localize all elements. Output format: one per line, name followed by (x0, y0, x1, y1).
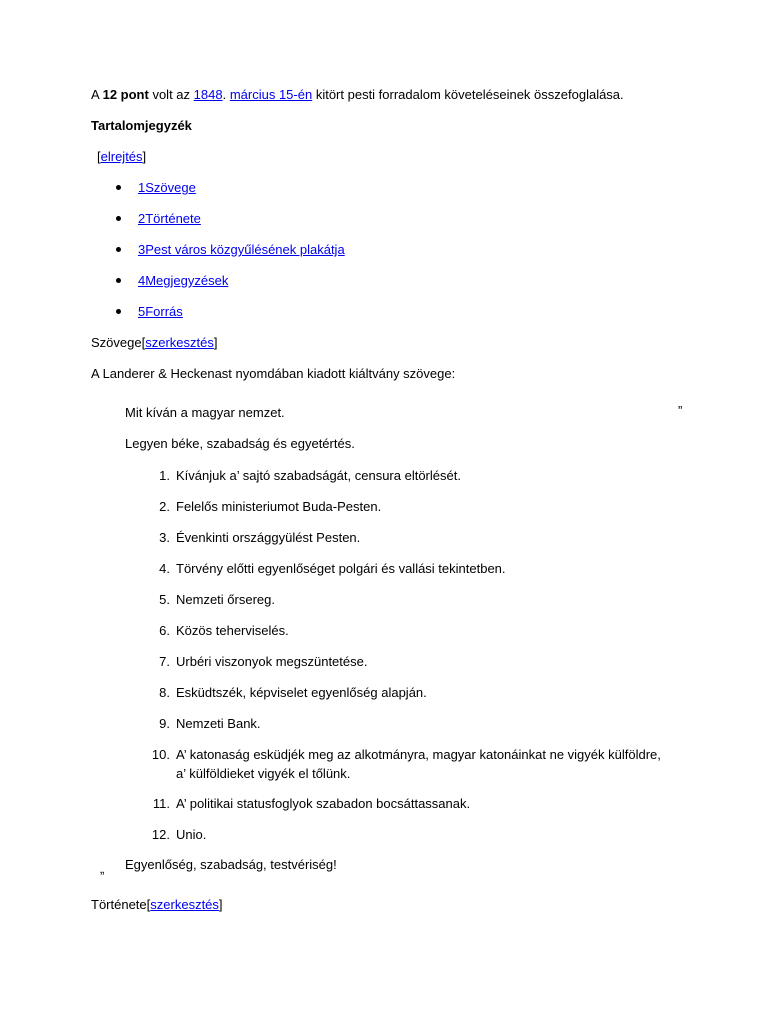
toc-item-tortenete[interactable]: 2Története (138, 211, 201, 226)
list-item-number: 2. (159, 499, 170, 514)
list-item-number: 1. (159, 468, 170, 483)
list-item-number: 4. (159, 561, 170, 576)
list-item-text-line1: A’ katonaság esküdjék meg az alkotmányra, magyar katonáinkat ne vigyék külföldre, (176, 747, 661, 762)
quote-motto: Egyenlőség, szabadság, testvériség! (125, 857, 337, 872)
list-item-text (176, 745, 661, 783)
toc-hide-link[interactable]: elrejtés (100, 149, 143, 164)
list-item-number: 6. (159, 623, 170, 638)
intro-bold-term: 12 pont (102, 87, 149, 102)
link-date[interactable]: március 15-én (229, 87, 313, 102)
section-heading-text: Története (91, 897, 147, 912)
toc-item-forras[interactable]: 5Forrás (138, 304, 183, 319)
edit-bracket-open: [ (146, 897, 151, 912)
intro-text-mid: volt az (152, 87, 191, 102)
list-item-text: Unio. (176, 827, 207, 842)
list-item-text: Nemzeti őrsereg. (176, 592, 275, 607)
intro-text-rest: kitört pesti forradalom követeléseinek összefoglalása. (315, 87, 624, 102)
list-item-text: Törvény előtti egyenlőséget polgári és vallási tekintetben. (176, 561, 506, 576)
section-heading-tortenete (91, 896, 223, 913)
list-item-text: A’ politikai statusfoglyok szabadon bocsáttassanak. (176, 796, 471, 811)
toc-hide-bracket-open: [ (97, 149, 101, 164)
list-item (146, 714, 261, 733)
toc-item-megjegyzesek[interactable]: 4Megjegyzések (138, 273, 229, 288)
list-item-number: 9. (159, 716, 170, 731)
intro-paragraph (91, 86, 624, 103)
list-item (146, 559, 506, 578)
list-item-text: Felelős ministeriumot Buda-Pesten. (176, 499, 382, 514)
section-heading-szovege (91, 334, 217, 351)
section-heading-text: Szövege (91, 335, 142, 350)
list-item-number: 7. (159, 654, 170, 669)
list-item-text: Közös teherviselés. (176, 623, 289, 638)
quote-close-mark: ” (678, 403, 683, 418)
edit-bracket-close: ] (218, 897, 223, 912)
list-item-number: 5. (159, 592, 170, 607)
quote-title: Mit kíván a magyar nemzet. (125, 405, 285, 420)
list-item (146, 528, 360, 547)
toc-hide-bracket-close: ] (142, 149, 147, 164)
list-item (146, 590, 275, 609)
edit-link-szovege[interactable]: szerkesztés (145, 335, 214, 350)
toc-bullet (116, 185, 121, 190)
toc-item-szovege[interactable]: 1Szövege (138, 180, 196, 195)
toc-bullet (116, 278, 121, 283)
toc-hide-toggle (97, 148, 146, 165)
list-item-number: 3. (159, 530, 170, 545)
list-item-text: Esküdtszék, képviselet egyenlőség alapján. (176, 685, 427, 700)
list-item-number: 12. (151, 827, 170, 842)
quote-subtitle: Legyen béke, szabadság és egyetértés. (125, 436, 355, 451)
list-item (146, 794, 470, 813)
list-item-text: Kívánjuk a’ sajtó szabadságát, censura eltörlését. (176, 468, 461, 483)
list-item (146, 825, 206, 844)
list-item (146, 466, 461, 485)
list-item-text: Nemzeti Bank. (176, 716, 261, 731)
list-item (146, 652, 367, 671)
toc-item-plakat[interactable]: 3Pest város közgyűlésének plakátja (138, 242, 345, 257)
section-lead: A Landerer & Heckenast nyomdában kiadott kiáltvány szövege: (91, 366, 456, 381)
list-item-text: Évenkinti országgyülést Pesten. (176, 530, 361, 545)
edit-bracket-close: ] (213, 335, 218, 350)
list-item-text-line2: a’ külföldieket vigyék el tőlünk. (176, 766, 351, 781)
quote-open-mark: „ (100, 861, 105, 876)
edit-bracket-open: [ (141, 335, 146, 350)
list-item-number: 11. (152, 796, 170, 811)
list-item-number: 8. (159, 685, 170, 700)
list-item (146, 497, 381, 516)
link-year[interactable]: 1848 (193, 87, 223, 102)
toc-bullet (116, 216, 121, 221)
toc-title: Tartalomjegyzék (91, 118, 192, 133)
intro-text-a: A (91, 87, 99, 102)
list-item (146, 683, 427, 702)
list-item (146, 621, 289, 640)
list-item (146, 745, 661, 783)
list-item-number: 10. (151, 747, 170, 762)
list-item-text: Urbéri viszonyok megszüntetése. (176, 654, 368, 669)
edit-link-tortenete[interactable]: szerkesztés (150, 897, 219, 912)
toc-bullet (116, 247, 121, 252)
intro-dot: . (222, 87, 227, 102)
toc-bullet (116, 309, 121, 314)
